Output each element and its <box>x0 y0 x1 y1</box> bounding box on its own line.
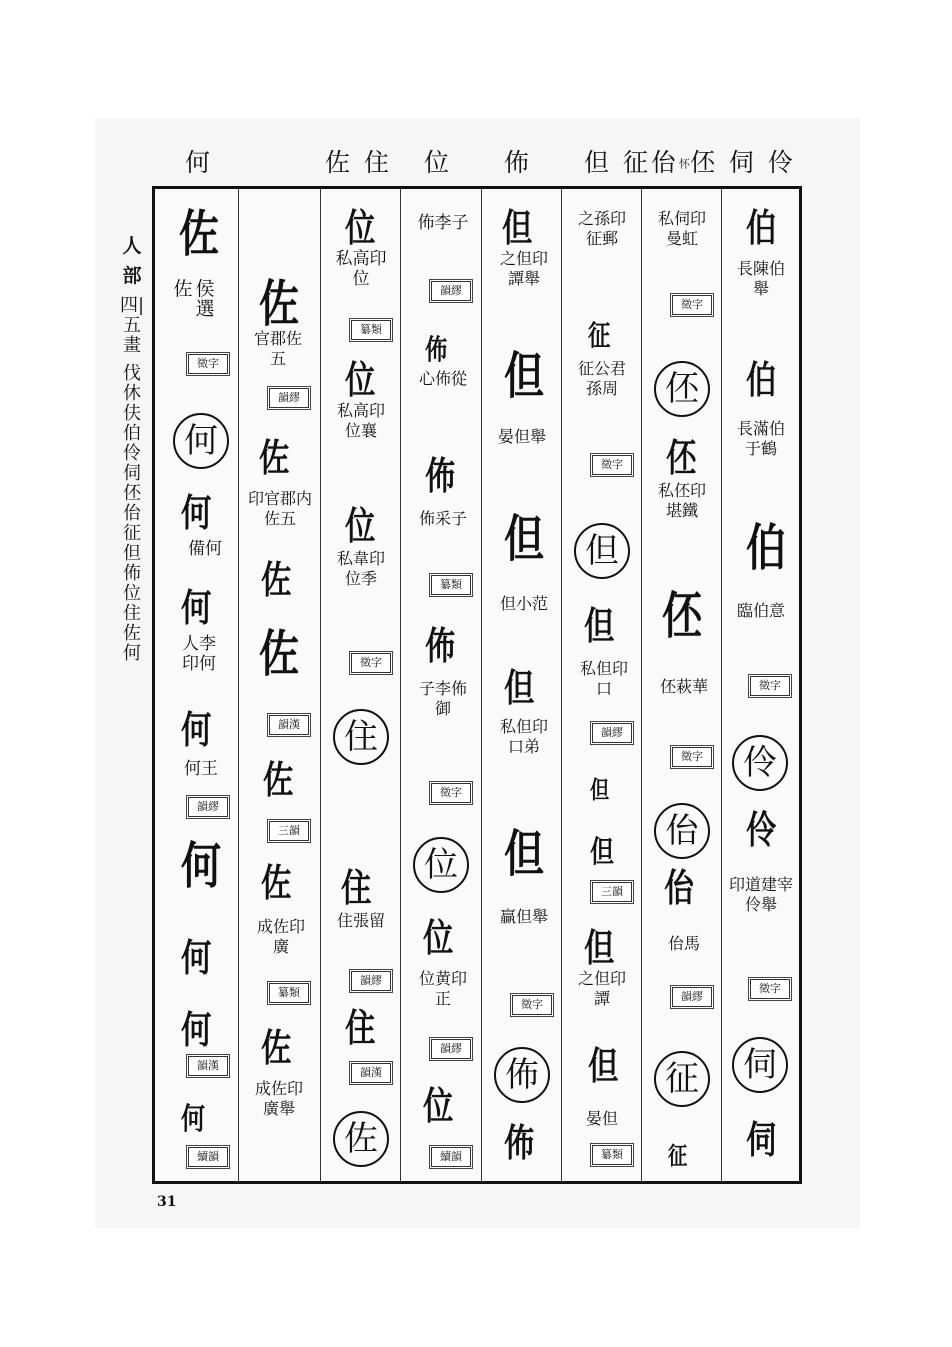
seal-glyph: 佐 <box>259 436 288 480</box>
column-4 <box>400 189 481 1181</box>
caption: 子李佈御 <box>418 679 467 718</box>
seal-glyph: 伺 <box>746 1118 775 1162</box>
caption: 征公君孫周 <box>577 359 626 398</box>
column-6 <box>561 189 641 1181</box>
seal-glyph: 位 <box>345 504 374 548</box>
source-tag: 三韻 <box>592 882 632 902</box>
seal-glyph: 征 <box>588 319 609 352</box>
seal-glyph: 佈 <box>425 333 446 366</box>
caption: 私高印位 <box>335 249 387 289</box>
seal-glyph: 位 <box>345 358 374 402</box>
heading-circle: 但 <box>574 523 630 579</box>
seal-glyph: 伾 <box>666 436 695 480</box>
seal-glyph: 佈 <box>425 624 454 668</box>
caption: 長滿伯于鶴 <box>736 419 785 458</box>
seal-glyph: 但 <box>590 776 608 804</box>
seal-glyph: 但 <box>502 206 531 250</box>
source-tag: 纂類 <box>269 983 309 1003</box>
seal-glyph: 伯 <box>746 206 775 250</box>
source-tag: 韻繆 <box>351 971 391 991</box>
caption: 侯選 <box>195 278 215 320</box>
side-index <box>120 236 144 664</box>
seal-glyph: 佐 <box>263 758 292 802</box>
seal-glyph: 伯 <box>746 358 775 402</box>
caption: 私韋印位季 <box>336 549 385 588</box>
caption: 私伺印曼虹 <box>657 209 706 248</box>
seal-glyph: 但 <box>584 926 613 970</box>
source-tag: 纂類 <box>431 575 471 595</box>
seal-glyph: 但 <box>504 666 533 710</box>
seal-glyph: 何 <box>181 1102 204 1137</box>
seal-glyph: 佐 <box>179 205 218 263</box>
seal-glyph: 佈 <box>425 454 454 498</box>
caption: 何王 <box>184 759 218 779</box>
caption: 佈采子 <box>418 509 467 528</box>
heading-circle: 位 <box>413 837 469 893</box>
caption: 住張留 <box>336 911 385 930</box>
source-tag: 纂類 <box>351 320 391 340</box>
source-tag: 纂類 <box>592 1145 632 1165</box>
heading-circle: 何 <box>173 413 229 469</box>
caption: 長陳伯舉 <box>736 259 785 298</box>
source-tag: 韻繆 <box>431 1039 471 1059</box>
heading-wei: 位 <box>424 148 453 177</box>
heading-circle: 伺 <box>732 1037 788 1093</box>
source-tag: 徵字 <box>351 653 391 673</box>
seal-glyph: 佐 <box>261 558 290 602</box>
heading-circle: 佈 <box>494 1047 550 1103</box>
side-chars: 伐休伕伯伶伺伾佁征但佈位住佐何 <box>123 363 141 664</box>
seal-glyph: 但 <box>584 604 613 648</box>
source-tag: 徵字 <box>672 295 712 315</box>
source-tag: 韻漢 <box>269 715 309 735</box>
seal-glyph: 位 <box>345 206 374 250</box>
page-number: 31 <box>157 1194 177 1210</box>
seal-glyph: 但 <box>590 835 613 870</box>
seal-glyph: 佈 <box>504 1121 533 1165</box>
heading-circle: 征 <box>654 1051 710 1107</box>
seal-glyph: 何 <box>181 1008 210 1052</box>
seal-glyph: 但 <box>504 510 543 568</box>
source-tag: 徵字 <box>592 455 632 475</box>
seal-glyph: 但 <box>504 347 543 405</box>
caption: 印官郡内佐五 <box>247 489 312 528</box>
side-strokes: 四|五畫 <box>120 295 145 356</box>
column-7 <box>641 189 721 1181</box>
column-3 <box>320 189 400 1181</box>
caption: 佁馬 <box>667 934 700 953</box>
caption: 位黄印正 <box>418 969 467 1008</box>
heading-small-note: 怀 <box>678 157 690 171</box>
source-tag: 徵字 <box>431 783 471 803</box>
seal-glyph: 住 <box>341 866 370 910</box>
source-tag: 韻繆 <box>431 281 471 301</box>
seal-glyph: 伯 <box>746 519 785 577</box>
heading-circle: 伾 <box>654 361 710 417</box>
caption: 贏但舉 <box>499 907 548 926</box>
caption: 晏但舉 <box>497 427 546 446</box>
seal-glyph: 但 <box>504 825 543 883</box>
caption: 之但印譚 <box>577 969 626 1008</box>
seal-glyph: 位 <box>423 1084 452 1128</box>
heading-dan-group-tail: 伾 伺 伶 <box>689 148 796 177</box>
seal-table <box>152 186 802 1184</box>
seal-glyph: 但 <box>588 1044 617 1088</box>
heading-zuo-zhu: 佐 住 <box>325 148 392 177</box>
seal-glyph: 佐 <box>261 1026 290 1070</box>
heading-dan-group-text: 但 征佁 <box>584 148 679 177</box>
caption: 官郡佐五 <box>253 329 302 368</box>
heading-dan-group <box>584 148 796 180</box>
seal-glyph: 征 <box>668 1142 686 1170</box>
caption: 佐 <box>173 278 193 300</box>
seal-glyph: 何 <box>181 936 210 980</box>
source-tag: 徵字 <box>512 995 552 1015</box>
heading-circle: 佐 <box>333 1111 389 1167</box>
column-8 <box>721 189 799 1181</box>
column-1 <box>155 189 238 1181</box>
seal-glyph: 何 <box>181 586 210 630</box>
heading-bu: 佈 <box>504 148 533 177</box>
source-tag: 韻漢 <box>351 1063 391 1083</box>
source-tag: 徵字 <box>672 747 712 767</box>
side-bu: 部 <box>122 265 142 287</box>
caption: 私伾印堪鐵 <box>657 481 706 520</box>
seal-glyph: 伶 <box>746 808 775 852</box>
seal-glyph: 佐 <box>259 625 298 683</box>
heading-circle: 伶 <box>732 735 788 791</box>
caption: 成佐印廣舉 <box>254 1079 303 1118</box>
caption: 臨伯意 <box>736 601 785 620</box>
side-radical: 人 <box>122 235 142 257</box>
source-tag: 徵字 <box>750 979 790 999</box>
heading-circle: 住 <box>333 709 389 765</box>
source-tag: 徵字 <box>188 354 228 374</box>
caption: 佈李子 <box>417 213 469 233</box>
caption: 伾萩華 <box>659 677 708 696</box>
caption: 晏但 <box>585 1109 618 1128</box>
seal-glyph: 佁 <box>664 866 693 910</box>
caption: 心佈從 <box>418 369 467 388</box>
heading-circle: 佁 <box>654 803 710 859</box>
caption: 但小范 <box>499 594 548 613</box>
caption: 之但印譚舉 <box>499 249 548 288</box>
source-tag: 徵字 <box>750 676 790 696</box>
source-tag: 韻漢 <box>188 1056 228 1076</box>
seal-glyph: 佐 <box>261 861 290 905</box>
seal-glyph: 伾 <box>662 587 701 645</box>
caption: 印道建宰伶舉 <box>728 875 793 914</box>
seal-glyph: 位 <box>423 916 452 960</box>
caption: 人李印何 <box>182 634 216 674</box>
caption: 備何 <box>188 539 222 559</box>
caption: 之孫印征郵 <box>577 209 626 248</box>
source-tag: 韻繆 <box>269 388 309 408</box>
seal-glyph: 何 <box>181 708 210 752</box>
source-tag: 三韻 <box>269 821 309 841</box>
seal-glyph: 住 <box>345 1006 374 1050</box>
seal-glyph: 佐 <box>259 275 298 333</box>
caption: 成佐印廣 <box>256 917 305 956</box>
source-tag: 韻繆 <box>672 987 712 1007</box>
seal-glyph: 何 <box>181 491 210 535</box>
caption: 私但印口弟 <box>499 717 548 756</box>
source-tag: 韻繆 <box>188 797 228 817</box>
seal-glyph: 何 <box>181 837 220 895</box>
caption: 私但印口 <box>579 659 628 698</box>
source-tag: 韻繆 <box>592 723 632 743</box>
heading-he: 何 <box>185 148 214 177</box>
column-5 <box>481 189 561 1181</box>
column-2 <box>238 189 320 1181</box>
source-tag: 續韻 <box>431 1147 471 1167</box>
source-tag: 續韻 <box>188 1147 228 1167</box>
caption: 私高印位襄 <box>336 401 385 440</box>
